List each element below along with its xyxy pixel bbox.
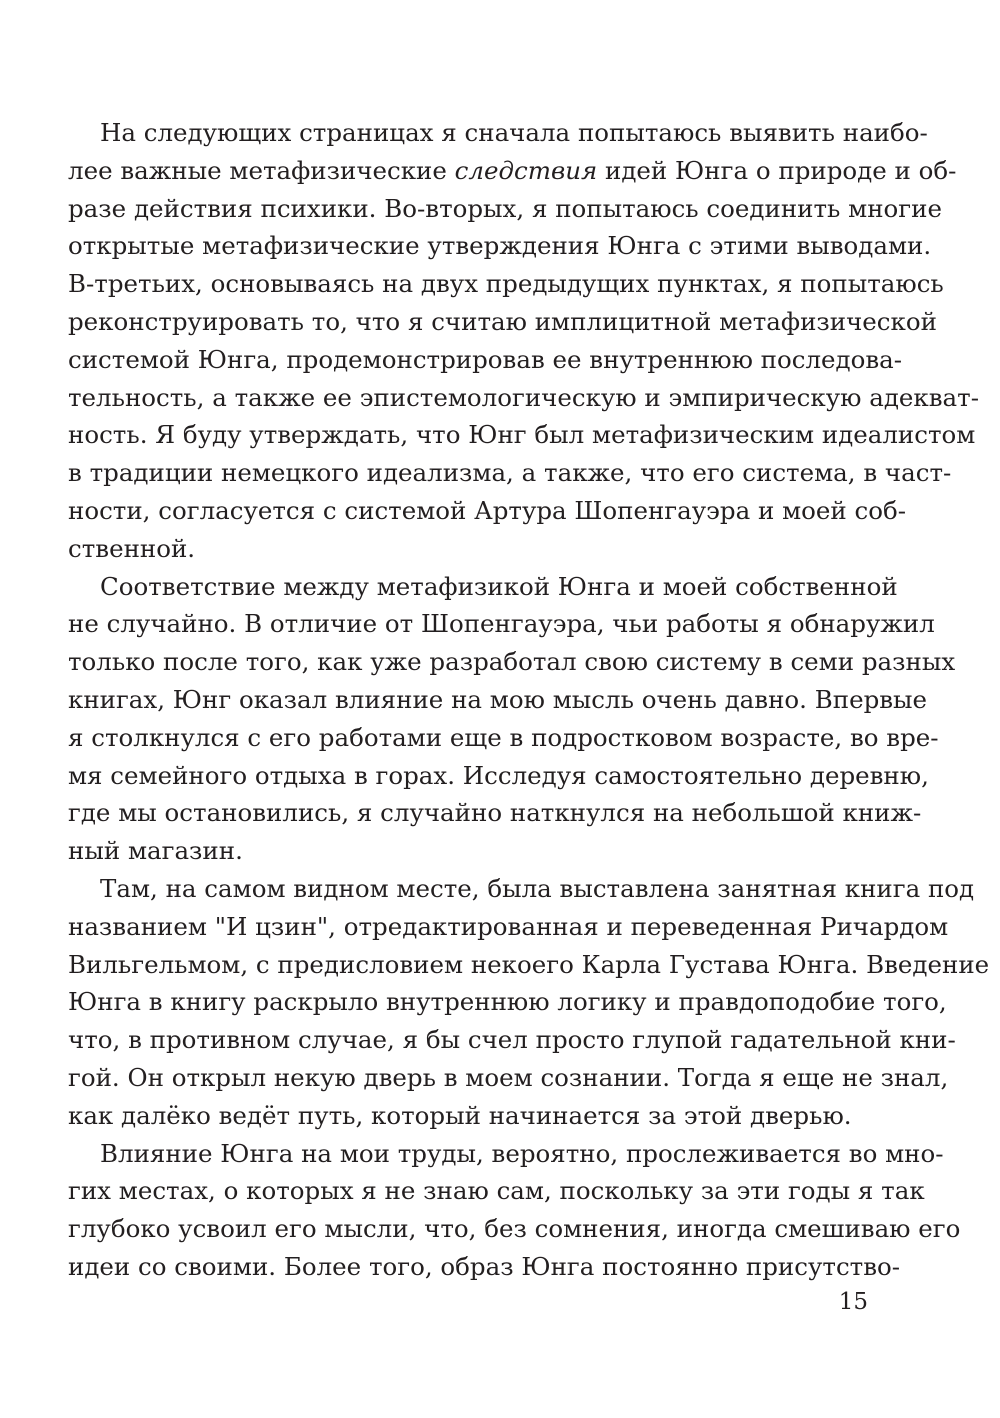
text-line: ности, согласуется с системой Артура Шопенгауэра и моей соб-	[68, 495, 907, 525]
text-line-head: лее важные метафизические	[68, 155, 455, 185]
text-line: ность. Я буду утверждать, что Юнг был метафизическим идеалистом	[68, 420, 976, 450]
text-line: Там, на самом видном месте, была выставлена занятная книга под	[100, 873, 975, 903]
text-line-tail: идей Юнга о природе и об-	[597, 155, 957, 185]
text-line: в традиции немецкого идеализма, а также, что его система, в част-	[68, 458, 952, 488]
text-line: тельность, а также ее эпистемологическую и эмпирическую адекват-	[68, 382, 979, 412]
text-line: где мы остановились, я случайно наткнулся на небольшой книж-	[68, 798, 922, 828]
text-line: Соответствие между метафизикой Юнга и моей собственной	[100, 571, 898, 601]
text-line: Юнга в книгу раскрыло внутреннюю логику и правдоподобие того,	[68, 987, 947, 1017]
body-text	[68, 114, 990, 1286]
text-line: открытые метафизические утверждения Юнга с этими выводами.	[68, 231, 932, 261]
text-line: глубоко усвоил его мысли, что, без сомнения, иногда смешиваю его	[68, 1214, 961, 1244]
text-line: На следующих страницах я сначала попытаюсь выявить наибо-	[100, 118, 928, 147]
text-line: названием "И цзин", отредактированная и переведенная Ричардом	[68, 911, 949, 941]
text-line	[68, 152, 957, 190]
text-line: книгах, Юнг оказал влияние на мою мысль очень давно. Впервые	[68, 684, 928, 714]
text-line: Вильгельмом, с предисловием некоего Карла Густава Юнга. Введение	[68, 949, 990, 979]
text-line: как далёко ведёт путь, который начинается за этой дверью.	[68, 1100, 852, 1130]
text-line: В-третьих, основываясь на двух предыдущих пунктах, я попытаюсь	[68, 269, 944, 299]
text-line: гих местах, о которых я не знаю сам, поскольку за эти годы я так	[68, 1176, 925, 1206]
text-line: только после того, как уже разработал свою систему в семи разных	[68, 647, 956, 677]
text-line: мя семейного отдыха в горах. Исследуя самостоятельно деревню,	[68, 760, 929, 790]
text-line: гой. Он открыл некую дверь в моем сознании. Тогда я еще не знал,	[68, 1062, 949, 1092]
text-line: разе действия психики. Во-вторых, я попытаюсь соединить многие	[68, 193, 942, 223]
text-line: Влияние Юнга на мои труды, вероятно, прослеживается во мно-	[100, 1138, 944, 1168]
italic-term: следствия	[454, 155, 598, 185]
text-line: системой Юнга, продемонстрировав ее внутреннюю последова-	[68, 344, 903, 374]
text-line: ный магазин.	[68, 836, 243, 866]
page-number: 15	[838, 1289, 868, 1315]
text-line: что, в противном случае, я бы счел просто глупой гадательной кни-	[68, 1025, 956, 1055]
text-line: ственной.	[68, 533, 196, 563]
text-line: не случайно. В отличие от Шопенгауэра, чьи работы я обнаружил	[68, 609, 935, 639]
text-line: я столкнулся с его работами еще в подростковом возрасте, во вре-	[68, 722, 939, 752]
text-line: реконструировать то, что я считаю имплицитной метафизической	[68, 306, 937, 336]
text-line: идеи со своими. Более того, образ Юнга постоянно присутство-	[68, 1251, 901, 1281]
